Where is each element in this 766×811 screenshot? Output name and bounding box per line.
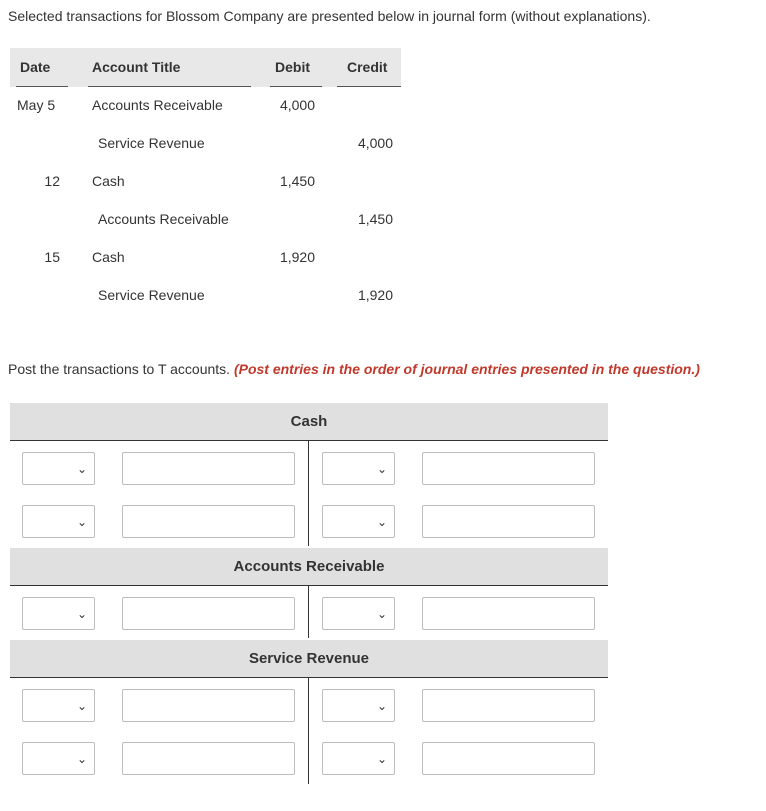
chevron-down-icon: ⌄ (376, 752, 387, 766)
header-date: Date (20, 59, 51, 75)
journal-header (10, 48, 401, 87)
row-debit: 1,920 (279, 249, 315, 265)
debit-amount-input[interactable] (122, 742, 295, 775)
chevron-down-icon: ⌄ (376, 699, 387, 713)
header-underline-debit (270, 86, 322, 87)
header-account-title: Account Title (92, 59, 181, 75)
row-account: Accounts Receivable (98, 211, 229, 227)
debit-amount-input[interactable] (122, 689, 295, 722)
row-account: Accounts Receivable (92, 97, 223, 113)
chevron-down-icon: ⌄ (76, 752, 87, 766)
debit-amount-input[interactable] (122, 452, 295, 485)
taccount-title-service-revenue: Service Revenue (248, 650, 370, 667)
debit-date-select[interactable] (22, 452, 95, 485)
row-credit: 1,450 (357, 211, 393, 227)
row-debit: 4,000 (279, 97, 315, 113)
debit-amount-input[interactable] (122, 505, 295, 538)
t-divider-cash (308, 441, 309, 546)
chevron-down-icon: ⌄ (376, 515, 387, 529)
row-account: Service Revenue (98, 287, 205, 303)
debit-date-select[interactable] (22, 505, 95, 538)
row-credit: 1,920 (357, 287, 393, 303)
row-debit: 1,450 (279, 173, 315, 189)
taccount-header-service-revenue (10, 640, 608, 678)
credit-amount-input[interactable] (422, 505, 595, 538)
credit-date-select[interactable] (322, 689, 395, 722)
row-date: May 5 (17, 97, 56, 113)
credit-date-select[interactable] (322, 597, 395, 630)
debit-date-select[interactable] (22, 689, 95, 722)
instructions-text: Post the transactions to T accounts. (8, 361, 234, 377)
credit-date-select[interactable] (322, 742, 395, 775)
row-credit: 4,000 (357, 135, 393, 151)
credit-amount-input[interactable] (422, 597, 595, 630)
t-divider-accounts-receivable (308, 586, 309, 638)
debit-date-select[interactable] (22, 742, 95, 775)
debit-date-select[interactable] (22, 597, 95, 630)
header-debit: Debit (275, 59, 310, 75)
row-account: Cash (92, 249, 125, 265)
credit-date-select[interactable] (322, 452, 395, 485)
chevron-down-icon: ⌄ (376, 462, 387, 476)
instructions (8, 361, 700, 377)
taccount-title-accounts-receivable: Accounts Receivable (233, 558, 385, 575)
chevron-down-icon: ⌄ (76, 462, 87, 476)
credit-amount-input[interactable] (422, 689, 595, 722)
header-credit: Credit (347, 59, 388, 75)
credit-amount-input[interactable] (422, 452, 595, 485)
chevron-down-icon: ⌄ (376, 607, 387, 621)
row-date: 15 (44, 249, 60, 265)
header-underline-account (88, 86, 251, 87)
taccount-header-cash (10, 403, 608, 441)
chevron-down-icon: ⌄ (76, 699, 87, 713)
row-date: 12 (44, 173, 60, 189)
header-underline-credit (337, 86, 401, 87)
credit-amount-input[interactable] (422, 742, 595, 775)
header-underline-date (16, 86, 68, 87)
taccount-header-accounts-receivable (10, 548, 608, 586)
chevron-down-icon: ⌄ (76, 515, 87, 529)
instructions-note: (Post entries in the order of journal entries presented in the question.) (233, 361, 700, 377)
chevron-down-icon: ⌄ (76, 607, 87, 621)
t-divider-service-revenue (308, 678, 309, 784)
row-account: Cash (92, 173, 125, 189)
taccount-title-cash: Cash (290, 413, 328, 430)
intro-text: Selected transactions for Blossom Company are presented below in journal form (without explanations). (8, 8, 651, 24)
debit-amount-input[interactable] (122, 597, 295, 630)
row-account: Service Revenue (98, 135, 205, 151)
credit-date-select[interactable] (322, 505, 395, 538)
